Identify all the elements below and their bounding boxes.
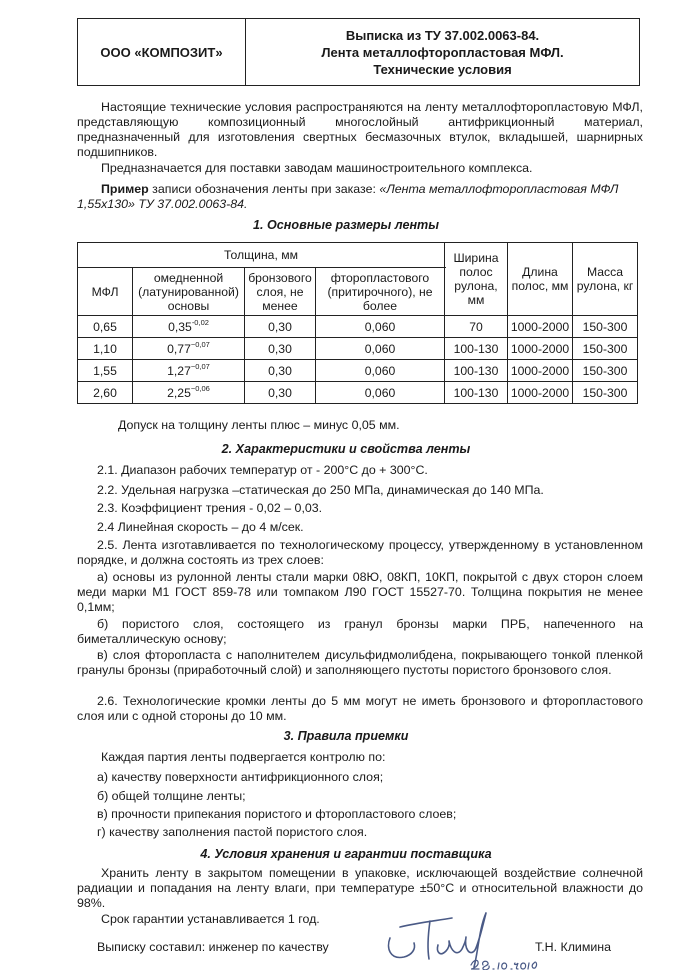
composed-by: Выписку составил: инженер по качеству [97, 940, 329, 954]
item-2-2: 2.2. Удельная нагрузка –статическая до 250 МПа, динамическая до 140 МПа. [97, 483, 544, 497]
dimensions-table [77, 242, 638, 404]
mass-cell: 150-300 [573, 360, 638, 382]
mass-cell: 150-300 [573, 382, 638, 404]
acceptance-intro: Каждая партия ленты подвергается контролю по: [101, 750, 386, 764]
section-1-title: 1. Основные размеры ленты [252, 218, 440, 232]
item-2-1: 2.1. Диапазон рабочих температур от - 200°С до + 300°С. [97, 463, 428, 477]
table-row [78, 382, 638, 404]
acceptance-item: в) прочности припекания пористого и фторопластового слоев; [97, 807, 457, 821]
acceptance-item: а) качеству поверхности антифрикционного слоя; [97, 770, 384, 784]
handwritten-signature [378, 905, 588, 970]
intro-paragraph: Настоящие технические условия распространяются на ленту металлофторопластовую МФЛ, представляющую композиционный многослойный антифрикционный материал, предназначенный для изготовления свертных бесмазочных втулок, вкладышей, шарнирных подшипников. [77, 100, 643, 159]
width-cell: 100-130 [445, 382, 508, 404]
acceptance-item: б) общей толщине ленты; [97, 789, 246, 803]
base-cell: $0,35^{-0,02}$ [133, 316, 245, 338]
base-cell: $1,27^{-0,07}$ [133, 360, 245, 382]
title-line-3: Технические условия [373, 61, 512, 77]
table-row [78, 338, 638, 360]
section-2-title: 2. Характеристики и свойства ленты [221, 442, 471, 456]
ftor-cell: 0,060 [316, 360, 445, 382]
base-cell: $0,77^{-0,07}$ [133, 338, 245, 360]
example-designation: «Лента металлофторопластовая МФЛ 1,55х130» ТУ 37.002.0063-84. [77, 182, 619, 211]
item-2-4: 2.4 Линейная скорость – до 4 м/сек. [97, 520, 304, 534]
width-header: Ширина полос рулона, мм [445, 243, 508, 316]
acceptance-item: г) качеству заполнения пастой пористого слоя. [97, 825, 368, 839]
item-2-5-a: а) основы из рулонной ленты стали марки 08Ю, 08КП, 10КП, покрытой с двух сторон слоем меди марки М1 ГОСТ 859-78 или томпаком Л90 ГОСТ 15527-70. Толщина покрытия не менее 0,1мм; [77, 570, 643, 614]
tolerance: −0,07 [190, 339, 210, 349]
document-header [77, 18, 640, 86]
mfl-cell: 1,10 [78, 338, 133, 360]
length-cell: 1000-2000 [508, 360, 573, 382]
tolerance-note: Допуск на толщину ленты плюс – минус 0,05 мм. [118, 418, 400, 432]
tolerance: −0,06 [190, 383, 210, 393]
title-line-2: Лента металлофторопластовая МФЛ. [321, 44, 564, 60]
example-text: записи обозначения ленты при заказе: [148, 182, 380, 196]
bronze-cell: 0,30 [245, 316, 316, 338]
item-2-6: 2.6. Технологические кромки ленты до 5 мм могут не иметь бронзового и фторопластового слоя или с одной стороны до 10 мм. [77, 694, 643, 723]
item-2-5-c: в) слоя фторопласта с наполнителем дисульфидмолибдена, покрывающего тонкой пленкой гранулы бронзы (приработочный слой) и заполняющего пустоты пористого бронзового слоя. [77, 648, 643, 677]
ftor-cell: 0,060 [316, 316, 445, 338]
bronze-header: бронзового слоя, не менее [245, 268, 316, 316]
width-cell: 100-130 [445, 360, 508, 382]
width-cell: 70 [445, 316, 508, 338]
document-title [246, 19, 639, 85]
handwritten-date [471, 960, 537, 969]
length-cell: 1000-2000 [508, 316, 573, 338]
base-cell: $2,25^{-0,06}$ [133, 382, 245, 404]
company-name: ООО «КОМПОЗИТ» [78, 19, 246, 85]
mfl-header: МФЛ [78, 268, 133, 316]
section-3-title: 3. Правила приемки [283, 729, 409, 743]
width-cell: 100-130 [445, 338, 508, 360]
item-2-5: 2.5. Лента изготавливается по технологическому процессу, утвержденному в установленном порядке, и должна состоять из трех слоев: [77, 538, 643, 567]
ftor-header: фторопластового (притирочного), не более [316, 268, 445, 316]
length-header: Длина полос, мм [508, 243, 573, 316]
ftor-cell: 0,060 [316, 382, 445, 404]
mass-header: Масса рулона, кг [573, 243, 638, 316]
title-line-1: Выписка из ТУ 37.002.0063-84. [345, 27, 540, 43]
item-2-5-b: б) пористого слоя, состоящего из гранул бронзы марки ПРБ, напеченного на биметаллическую основу; [77, 617, 643, 646]
storage-paragraph: Хранить ленту в закрытом помещении в упаковке, исключающей воздействие солнечной радиации и попадания на ленту влаги, при температуре ±50°С и относительной влажности до 98%. [77, 866, 643, 910]
length-cell: 1000-2000 [508, 382, 573, 404]
bronze-cell: 0,30 [245, 382, 316, 404]
ftor-cell: 0,060 [316, 338, 445, 360]
warranty-paragraph: Срок гарантии устанавливается 1 год. [101, 912, 320, 926]
tolerance: -0,02 [191, 317, 209, 327]
mass-cell: 150-300 [573, 316, 638, 338]
bronze-cell: 0,30 [245, 360, 316, 382]
intended-use-paragraph: Предназначается для поставки заводам машиностроительного комплекса. [101, 161, 533, 175]
bronze-cell: 0,30 [245, 338, 316, 360]
table-row [78, 360, 638, 382]
table-row [78, 316, 638, 338]
thickness-header: Толщина, мм [78, 243, 445, 268]
mfl-cell: 1,55 [78, 360, 133, 382]
length-cell: 1000-2000 [508, 338, 573, 360]
section-4-title: 4. Условия хранения и гарантии поставщика [200, 847, 492, 861]
mfl-cell: 2,60 [78, 382, 133, 404]
example-paragraph [77, 182, 643, 212]
example-label: Пример [101, 182, 149, 196]
item-2-3: 2.3. Коэффициент трения - 0,02 – 0,03. [97, 501, 323, 515]
mfl-cell: 0,65 [78, 316, 133, 338]
mass-cell: 150-300 [573, 338, 638, 360]
signer-name: Т.Н. Климина [535, 940, 612, 954]
base-header: омедненной (латунированной) основы [133, 268, 245, 316]
tolerance: −0,07 [190, 361, 210, 371]
